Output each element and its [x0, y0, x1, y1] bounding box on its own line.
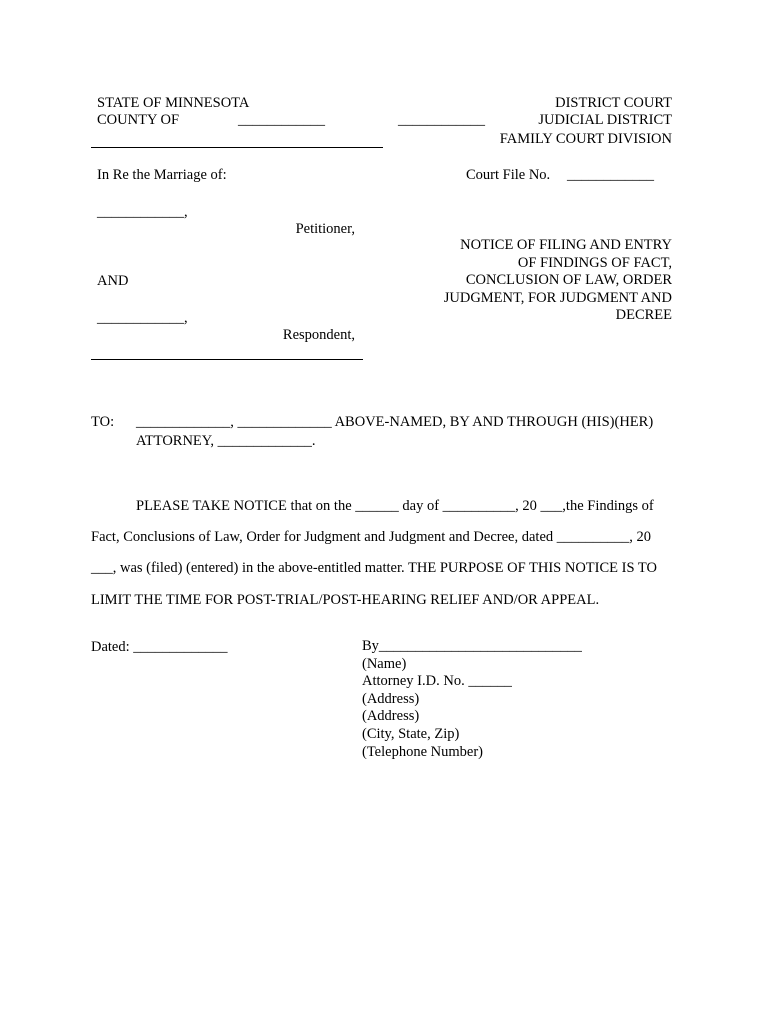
to-label: TO: [91, 414, 115, 430]
city-state-zip: (City, State, Zip) [362, 725, 460, 742]
county-label: COUNTY OF [97, 112, 180, 128]
and-label: AND [97, 273, 129, 289]
notice-title-line: DECREE [615, 307, 672, 324]
state-label: STATE OF MINNESOTA [97, 95, 250, 111]
district-blank: ____________ [398, 112, 485, 128]
signature-name: (Name) [362, 655, 407, 672]
notice-title-line: JUDGMENT, FOR JUDGMENT AND [443, 289, 672, 306]
petitioner-blank: ____________, [97, 204, 188, 220]
notice-title-line: NOTICE OF FILING AND ENTRY [460, 237, 672, 253]
header-divider-left [91, 147, 383, 148]
court-file-blank: ____________ [567, 167, 654, 183]
respondent-label: Respondent, [282, 327, 355, 343]
signature-by-line: By____________________________ [362, 638, 582, 654]
address-line-1: (Address) [362, 690, 420, 707]
telephone-number: (Telephone Number) [362, 743, 483, 760]
notice-body-line-2: Fact, Conclusions of Law, Order for Judgment and Judgment and Decree, dated __________, 20 [91, 529, 651, 545]
signature-block [362, 638, 582, 761]
dated-line: Dated: _____________ [91, 639, 228, 655]
court-label: DISTRICT COURT [555, 95, 672, 111]
district-label: JUDICIAL DISTRICT [538, 112, 672, 128]
petitioner-label: Petitioner, [295, 221, 355, 237]
notice-title-line: OF FINDINGS OF FACT, [517, 254, 672, 271]
to-line-1: _____________, _____________ ABOVE-NAMED, BY AND THROUGH (HIS)(HER) [136, 414, 654, 430]
address-line-2: (Address) [362, 708, 420, 725]
court-file-label: Court File No. [466, 167, 551, 183]
attorney-id: Attorney I.D. No. ______ [362, 673, 512, 690]
notice-body-line-4: LIMIT THE TIME FOR POST-TRIAL/POST-HEARING RELIEF AND/OR APPEAL. [91, 592, 600, 608]
notice-body-line-1: PLEASE TAKE NOTICE that on the ______ day of __________, 20 ___,the Findings of [136, 498, 654, 514]
caption-divider [91, 359, 363, 360]
county-blank: ____________ [238, 112, 325, 128]
in-re-label: In Re the Marriage of: [97, 167, 227, 183]
to-line-2: ATTORNEY, _____________. [136, 433, 316, 449]
notice-title-line: CONCLUSION OF LAW, ORDER [465, 272, 672, 289]
division-label: FAMILY COURT DIVISION [499, 131, 672, 147]
notice-title [444, 237, 672, 325]
notice-body-line-3: ___, was (filed) (entered) in the above-entitled matter. THE PURPOSE OF THIS NOTICE IS TO [91, 560, 657, 576]
respondent-blank: ____________, [97, 310, 188, 326]
